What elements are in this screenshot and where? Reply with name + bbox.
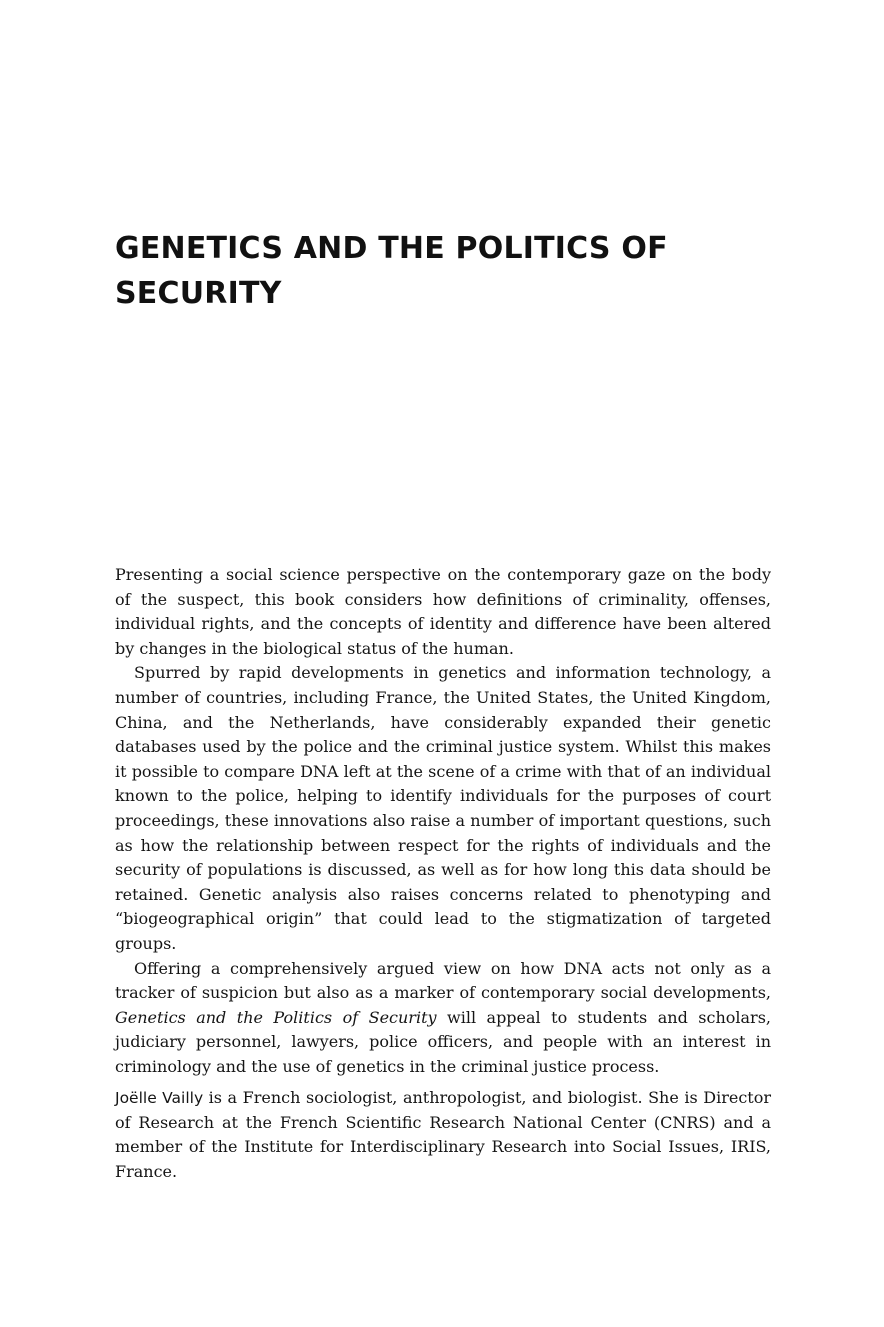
title-line-1: GENETICS AND THE POLITICS OF	[115, 231, 668, 266]
author-name: Joëlle Vailly	[115, 1089, 204, 1107]
paragraph-3-lead-text: Offering a comprehensively argued view on how DNA acts not only as a tracker of suspicion but also as a marker of contemporary social developments,	[115, 958, 771, 1003]
description-paragraph-3	[115, 957, 771, 1080]
book-title-italic: Genetics and the Politics of Security	[115, 1007, 437, 1027]
book-description	[115, 563, 771, 1079]
page-title	[115, 226, 775, 316]
description-paragraph-1: Presenting a social science perspective on the contemporary gaze on the body of the suspect, this book considers how definitions of criminality, offenses, individual rights, and the concepts of identity and difference have been altered by changes in the biological status of the human.	[115, 565, 771, 658]
author-bio	[115, 1086, 771, 1184]
title-line-2: SECURITY	[115, 276, 282, 311]
description-paragraph-2: Spurred by rapid developments in genetics and information technology, a number of countries, including France, the United States, the United Kingdom, China, and the Netherlands, have considerably expanded their genetic databases used by the police and the criminal justice system. Whilst this makes it possible to compare DNA left at the scene of a crime with that of an individual known to the police, helping to identify individuals for the purposes of court proceedings, these innovations also raise a number of important questions, such as how the relationship between respect for the rights of individuals and the security of populations is discussed, as well as for how long this data should be retained. Genetic analysis also raises concerns related to phenotyping and “biogeographical origin” that could lead to the stigmatization of targeted groups.	[115, 663, 771, 953]
author-bio-text: is a French sociologist, anthropologist, and biologist. She is Director of Research at the French Scientific Research National Center (CNRS) and a member of the Institute for Interdisciplinary Research into Social Issues, IRIS, France.	[115, 1088, 771, 1181]
paragraph-3-trailing-text: will appeal to students and scholars, judiciary personnel, lawyers, police officers, and people with an interest in criminology and the use of genetics in the criminal justice process.	[115, 1007, 771, 1076]
